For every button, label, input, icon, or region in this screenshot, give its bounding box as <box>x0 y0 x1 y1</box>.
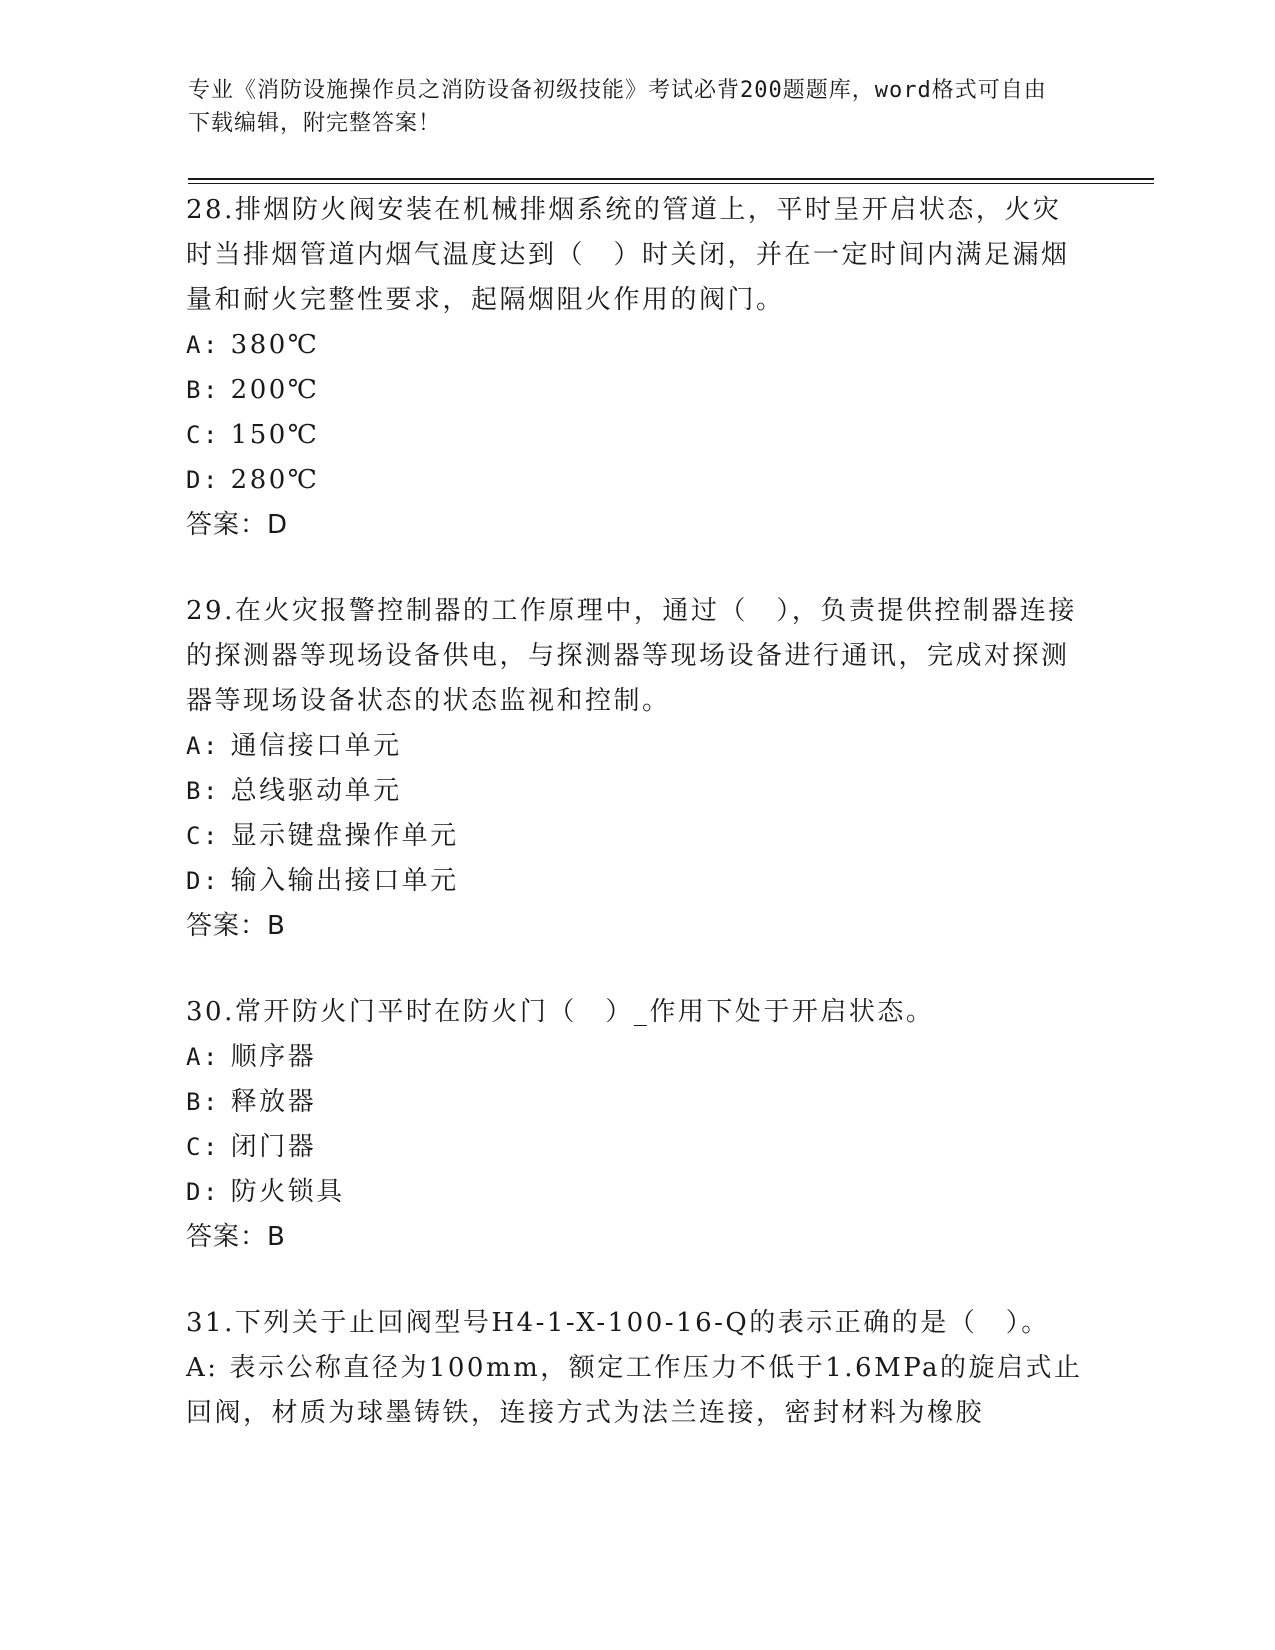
option-b <box>186 368 1086 413</box>
option-text: 150℃ <box>230 420 320 450</box>
document-header: 专业《消防设施操作员之消防设备初级技能》考试必背200题题库，word格式可自由下载编辑，附完整答案！ <box>188 78 1047 136</box>
option-key: A: <box>186 1043 220 1071</box>
header-divider-thin <box>188 183 1154 184</box>
option-d <box>186 859 1086 904</box>
question-28 <box>186 188 1086 548</box>
option-a <box>186 1346 1086 1436</box>
option-a <box>186 724 1086 769</box>
answer-label: 答案：B <box>186 911 286 941</box>
option-key: A: <box>186 1353 219 1383</box>
option-text: 释放器 <box>230 1087 317 1117</box>
option-key: D: <box>186 1178 220 1206</box>
option-text: 总线驱动单元 <box>230 776 402 806</box>
option-key: B: <box>186 1088 220 1116</box>
option-key: C: <box>186 421 220 449</box>
option-text: 闭门器 <box>230 1132 317 1162</box>
option-key: A: <box>186 331 220 359</box>
question-stem: 30.常开防火门平时在防火门（ ）_作用下处于开启状态。 <box>186 997 935 1027</box>
option-d <box>186 458 1086 503</box>
option-a <box>186 1035 1086 1080</box>
option-text: 280℃ <box>230 465 320 495</box>
option-b <box>186 1080 1086 1125</box>
option-text: 通信接口单元 <box>230 731 402 761</box>
question-stem: 29.在火灾报警控制器的工作原理中，通过（ ），负责提供控制器连接的探测器等现场设备供电，与探测器等现场设备进行通讯，完成对探测器等现场设备状态的状态监视和控制。 <box>186 596 1077 716</box>
option-key: D: <box>186 867 220 895</box>
question-stem: 28.排烟防火阀安装在机械排烟系统的管道上，平时呈开启状态，火灾时当排烟管道内烟气温度达到（ ）时关闭，并在一定时间内满足漏烟量和耐火完整性要求，起隔烟阻火作用的阀门。 <box>186 195 1070 315</box>
option-d <box>186 1170 1086 1215</box>
question-30 <box>186 990 1086 1260</box>
option-key: C: <box>186 1133 220 1161</box>
option-c <box>186 413 1086 458</box>
header-divider-thick <box>188 178 1154 180</box>
question-stem: 31.下列关于止回阀型号H4-1-X-100-16-Q的表示正确的是（ ）。 <box>186 1308 1050 1338</box>
option-c <box>186 1125 1086 1170</box>
question-31 <box>186 1301 1086 1436</box>
option-key: C: <box>186 822 220 850</box>
option-key: B: <box>186 376 220 404</box>
option-text: 表示公称直径为100mm，额定工作压力不低于1.6MPa的旋启式止回阀，材质为球墨铸铁，连接方式为法兰连接，密封材料为橡胶 <box>186 1353 1083 1428</box>
option-text: 防火锁具 <box>230 1177 345 1207</box>
option-a <box>186 323 1086 368</box>
question-list <box>186 188 1086 1477</box>
option-key: D: <box>186 466 220 494</box>
option-c <box>186 814 1086 859</box>
option-key: B: <box>186 777 220 805</box>
option-text: 380℃ <box>230 330 320 360</box>
answer-label: 答案：B <box>186 1222 286 1252</box>
option-text: 输入输出接口单元 <box>230 866 459 896</box>
option-text: 200℃ <box>230 375 320 405</box>
option-key: A: <box>186 732 220 760</box>
option-b <box>186 769 1086 814</box>
answer-label: 答案：D <box>186 510 289 540</box>
option-text: 显示键盘操作单元 <box>230 821 459 851</box>
question-29 <box>186 589 1086 949</box>
option-text: 顺序器 <box>230 1042 317 1072</box>
